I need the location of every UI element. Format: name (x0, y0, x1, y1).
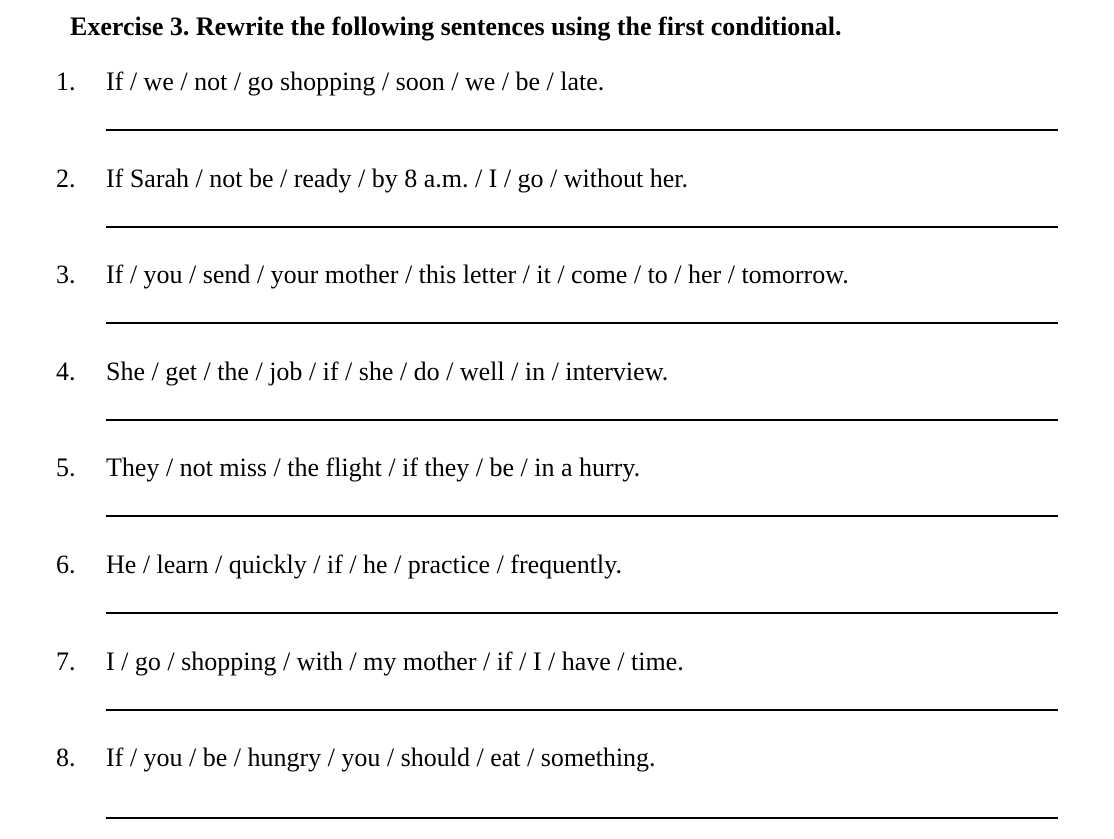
item-number: 8. (56, 743, 76, 772)
item-prompt: I / go / shopping / with / my mother / if / I / have / time. (106, 647, 684, 676)
exercise-item-7 (0, 646, 1114, 742)
item-number: 6. (56, 550, 76, 579)
answer-line-8[interactable] (106, 817, 1058, 819)
item-prompt: If / we / not / go shopping / soon / we / be / late. (106, 67, 605, 96)
exercise-item-5 (0, 452, 1114, 548)
answer-line-5[interactable] (106, 515, 1058, 517)
item-prompt: If / you / be / hungry / you / should / eat / something. (106, 743, 656, 772)
exercise-item-4 (0, 356, 1114, 452)
item-prompt: If / you / send / your mother / this letter / it / come / to / her / tomorrow. (106, 260, 849, 289)
exercise-item-3 (0, 259, 1114, 355)
item-prompt: If Sarah / not be / ready / by 8 a.m. / I / go / without her. (106, 164, 688, 193)
answer-line-4[interactable] (106, 419, 1058, 421)
item-number: 3. (56, 260, 76, 289)
answer-line-3[interactable] (106, 322, 1058, 324)
item-prompt: He / learn / quickly / if / he / practice / frequently. (106, 550, 622, 579)
exercise-item-2 (0, 163, 1114, 259)
answer-line-6[interactable] (106, 612, 1058, 614)
answer-line-7[interactable] (106, 709, 1058, 711)
item-number: 1. (56, 67, 76, 96)
item-number: 4. (56, 357, 76, 386)
item-prompt: They / not miss / the flight / if they / be / in a hurry. (106, 453, 641, 482)
exercise-item-6 (0, 549, 1114, 645)
exercise-item-8 (0, 742, 1114, 838)
item-number: 5. (56, 453, 76, 482)
answer-line-1[interactable] (106, 129, 1058, 131)
item-number: 2. (56, 164, 76, 193)
exercise-item-1 (0, 66, 1114, 162)
exercise-title: Exercise 3. Rewrite the following sentences using the first conditional. (70, 12, 842, 41)
answer-line-2[interactable] (106, 226, 1058, 228)
item-prompt: She / get / the / job / if / she / do / well / in / interview. (106, 357, 669, 386)
item-number: 7. (56, 647, 76, 676)
